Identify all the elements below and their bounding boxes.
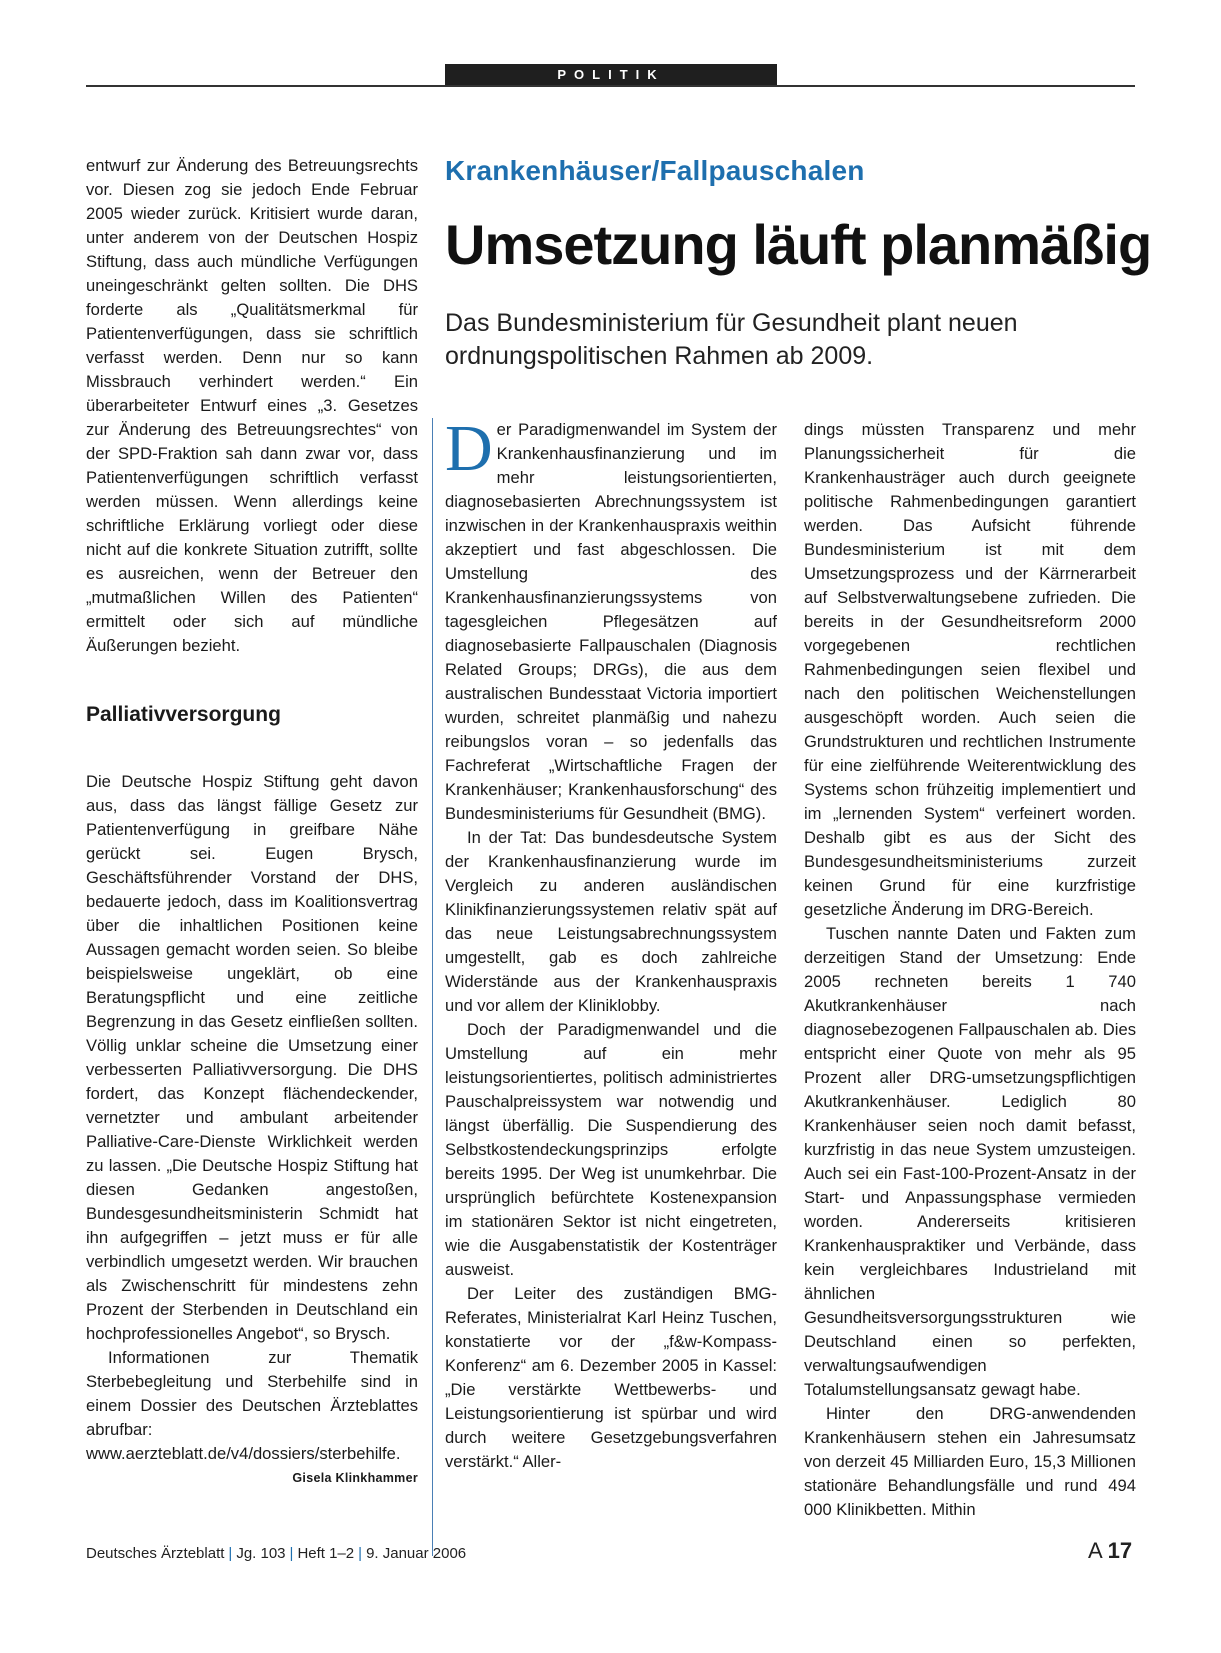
- page-number: [1088, 1538, 1132, 1564]
- footer-separator: |: [358, 1545, 363, 1562]
- left-paragraph-2: Die Deutsche Hospiz Stiftung geht davon aus, dass das längst fällige Gesetz zur Patientenverfügung in greifbare Nähe gerückt sei. Eugen Brysch, Geschäftsführender Vorstand der DHS, bedauerte jedoch, dass im Koalitionsvertrag über die inhaltlichen Positionen keine Aussagen gemacht worden seien. So bleibe beispielsweise ungeklärt, ob eine Beratungspflicht und eine zeitliche Begrenzung in das Gesetz einfließen sollten. Völlig unklar scheine die Umsetzung einer verbesserten Palliativversorgung. Die DHS fordert, das Konzept flächendeckender, vernetzter und ambulant arbeitender Palliative-Care-Dienste Wirklichkeit werden zu lassen. „Die Deutsche Hospiz Stiftung hat diesen Gedanken angestoßen, Bundesgesundheitsministerin Schmidt hat ihn aufgegriffen – jetzt muss er für alle verbindlich umgesetzt werden. Wir brauchen als Zwischenschritt für mindestens zehn Prozent der Sterbenden in Deutschland ein hochprofessionelles Angebot“, so Brysch.: [86, 772, 418, 1343]
- right-paragraph-1: dings müssten Transparenz und mehr Planungssicherheit für die Krankenhausträger auch durch geeignete politische Rahmenbedingungen garantiert werden. Das Aufsicht führende Bundesministerium ist mit dem Umsetzungsprozess und der Kärrnerarbeit auf Selbstverwaltungsebene zufrieden. Die bereits in der Gesundheitsreform 2000 vorgegebenen rechtlichen Rahmenbedingungen seien flexibel und nach den politischen Weichenstellungen ausgeschöpft worden. Auch seien die Grundstrukturen und rechtlichen Instrumente für eine zielführende Weiterentwicklung des Systems schon frühzeitig implementiert und im „lernenden System“ verfeinert worden. Deshalb gibt es aus der Sicht des Bundesgesundheitsministeriums zurzeit keinen Grund für eine kurzfristige gesetzliche Änderung im DRG-Bereich.: [804, 420, 1136, 919]
- byline: Gisela Klinkhammer: [292, 1471, 418, 1485]
- journal-volume: Jg. 103: [236, 1545, 286, 1562]
- left-column: [86, 154, 418, 1490]
- middle-paragraph-1-text: er Paradigmenwandel im System der Krankenhausfinanzierung und im mehr leistungsorientierten, diagnosebasierten Abrechnungssystem ist inzwischen in der Krankenhauspraxis weithin akzeptiert und fast abgeschlossen. Die Umstellung des Krankenhausfinanzierungssystems von tagesgleichen Pflegesätzen auf diagnosebasierte Fallpauschalen (Diagnosis Related Groups; DRGs), die aus dem australischen Bundesstaat Victoria importiert wurden, schreitet planmäßig und nahezu reibungslos voran – so jedenfalls das Fachreferat „Wirtschaftliche Fragen der Krankenhäuser; Krankenhausforschung“ des Bundesministeriums für Gesundheit (BMG).: [445, 420, 777, 823]
- left-paragraph-1: entwurf zur Änderung des Betreuungsrechts vor. Diesen zog sie jedoch Ende Februar 2005 wieder zurück. Kritisiert wurde daran, unter anderem von der Deutschen Hospiz Stiftung, dass auch mündliche Verfügungen uneingeschränkt gelten sollten. Die DHS forderte als „Qualitätsmerkmal für Patientenverfügungen, dass sie schriftlich verfasst werden. Denn nur so kann Missbrauch verhindert werden.“ Ein überarbeiteter Entwurf eines „3. Gesetzes zur Änderung des Betreuungsrechtes“ von der SPD-Fraktion sah dann zwar vor, dass Patientenverfügungen schriftlich verfasst werden müssen. Wenn allerdings keine schriftliche Erklärung vorliegt oder diese nicht auf die konkrete Situation zutrifft, sollte es ausreichen, wenn der Betreuer den „mutmaßlichen Willen des Patienten“ ermittelt oder sich auf mündliche Äußerungen bezieht.: [86, 156, 418, 655]
- page-number-value: 17: [1107, 1538, 1133, 1563]
- middle-column: [445, 412, 777, 1474]
- subheading: Palliativversorgung: [86, 703, 281, 726]
- header-rule: [86, 85, 1135, 87]
- article-title: Umsetzung läuft planmäßig: [445, 213, 1152, 276]
- right-paragraph-3: Hinter den DRG-anwendenden Krankenhäusern stehen ein Jahresumsatz von derzeit 45 Milliarden Euro, 15,3 Millionen stationäre Behandlungsfälle und rund 494 000 Klinikbetten. Mithin: [804, 1404, 1136, 1519]
- journal-name: Deutsches Ärzteblatt: [86, 1545, 225, 1562]
- footer-separator: |: [289, 1545, 294, 1562]
- page-prefix: A: [1088, 1538, 1102, 1563]
- right-paragraph-2: Tuschen nannte Daten und Fakten zum derzeitigen Stand der Umsetzung: Ende 2005 rechneten bereits 1 740 Akutkrankenhäuser nach diagnosebezogenen Fallpauschalen ab. Dies entspricht einer Quote von mehr als 95 Prozent aller DRG-umsetzungspflichtigen Akutkrankenhäuser. Lediglich 80 Krankenhäuser seien noch damit befasst, kurzfristig in das neue System umzusteigen. Auch sei ein Fast-100-Prozent-Ansatz in der Start- und Anpassungsphase vermieden worden. Andererseits kritisieren Krankenhauspraktiker und Verbände, dass kein vergleichbares Industrieland mit ähnlichen Gesundheitsversorgungsstrukturen wie Deutschland einen so perfekten, verwaltungsaufwendigen Totalumstellungsansatz gewagt habe.: [804, 924, 1136, 1399]
- drop-cap: D: [445, 412, 493, 485]
- right-column: [804, 418, 1136, 1522]
- journal-date: 9. Januar 2006: [366, 1545, 467, 1562]
- middle-paragraph-1: [445, 412, 777, 826]
- journal-issue: Heft 1–2: [297, 1545, 355, 1562]
- left-paragraph-3: [86, 1346, 418, 1485]
- section-label: POLITIK: [445, 64, 777, 85]
- column-rule: [432, 418, 433, 1556]
- footer: [86, 1545, 466, 1562]
- article-deck: Das Bundesministerium für Gesundheit plant neuen ordnungspolitischen Rahmen ab 2009.: [445, 309, 1018, 370]
- kicker: Krankenhäuser/Fallpauschalen: [445, 155, 865, 186]
- middle-paragraph-3: Doch der Paradigmenwandel und die Umstellung auf ein mehr leistungsorientiertes, politisch administriertes Pauschalpreissystem war notwendig und längst überfällig. Die Suspendierung des Selbstkostendeckungsprinzips erfolgte bereits 1995. Der Weg ist unumkehrbar. Die ursprünglich befürchtete Kostenexpansion im stationären Sektor ist nicht eingetreten, wie die Ausgabenstatistik der Kostenträger ausweist.: [445, 1020, 777, 1279]
- dossier-text: Informationen zur Thematik Sterbebegleitung und Sterbehilfe sind in einem Dossier des Deutschen Ärzteblattes abrufbar: www.aerzteblatt.de/v4/dossiers/sterbehilfe.: [86, 1348, 418, 1463]
- middle-paragraph-2: In der Tat: Das bundesdeutsche System der Krankenhausfinanzierung wurde im Vergleich zu anderen ausländischen Klinikfinanzierungssystemen relativ spät auf das neue Leistungsabrechnungssystem umgestellt, gab es doch zahlreiche Widerstände aus der Krankenhauspraxis und vor allem der Kliniklobby.: [445, 828, 777, 1015]
- middle-paragraph-4: Der Leiter des zuständigen BMG-Referates, Ministerialrat Karl Heinz Tuschen, konstatierte vor der „f&w-Kompass-Konferenz“ am 6. Dezember 2005 in Kassel: „Die verstärkte Wettbewerbs- und Leistungsorientierung ist spürbar und wird durch weitere Gesetzgebungsverfahren verstärkt.“ Aller-: [445, 1284, 777, 1471]
- footer-separator: |: [228, 1545, 233, 1562]
